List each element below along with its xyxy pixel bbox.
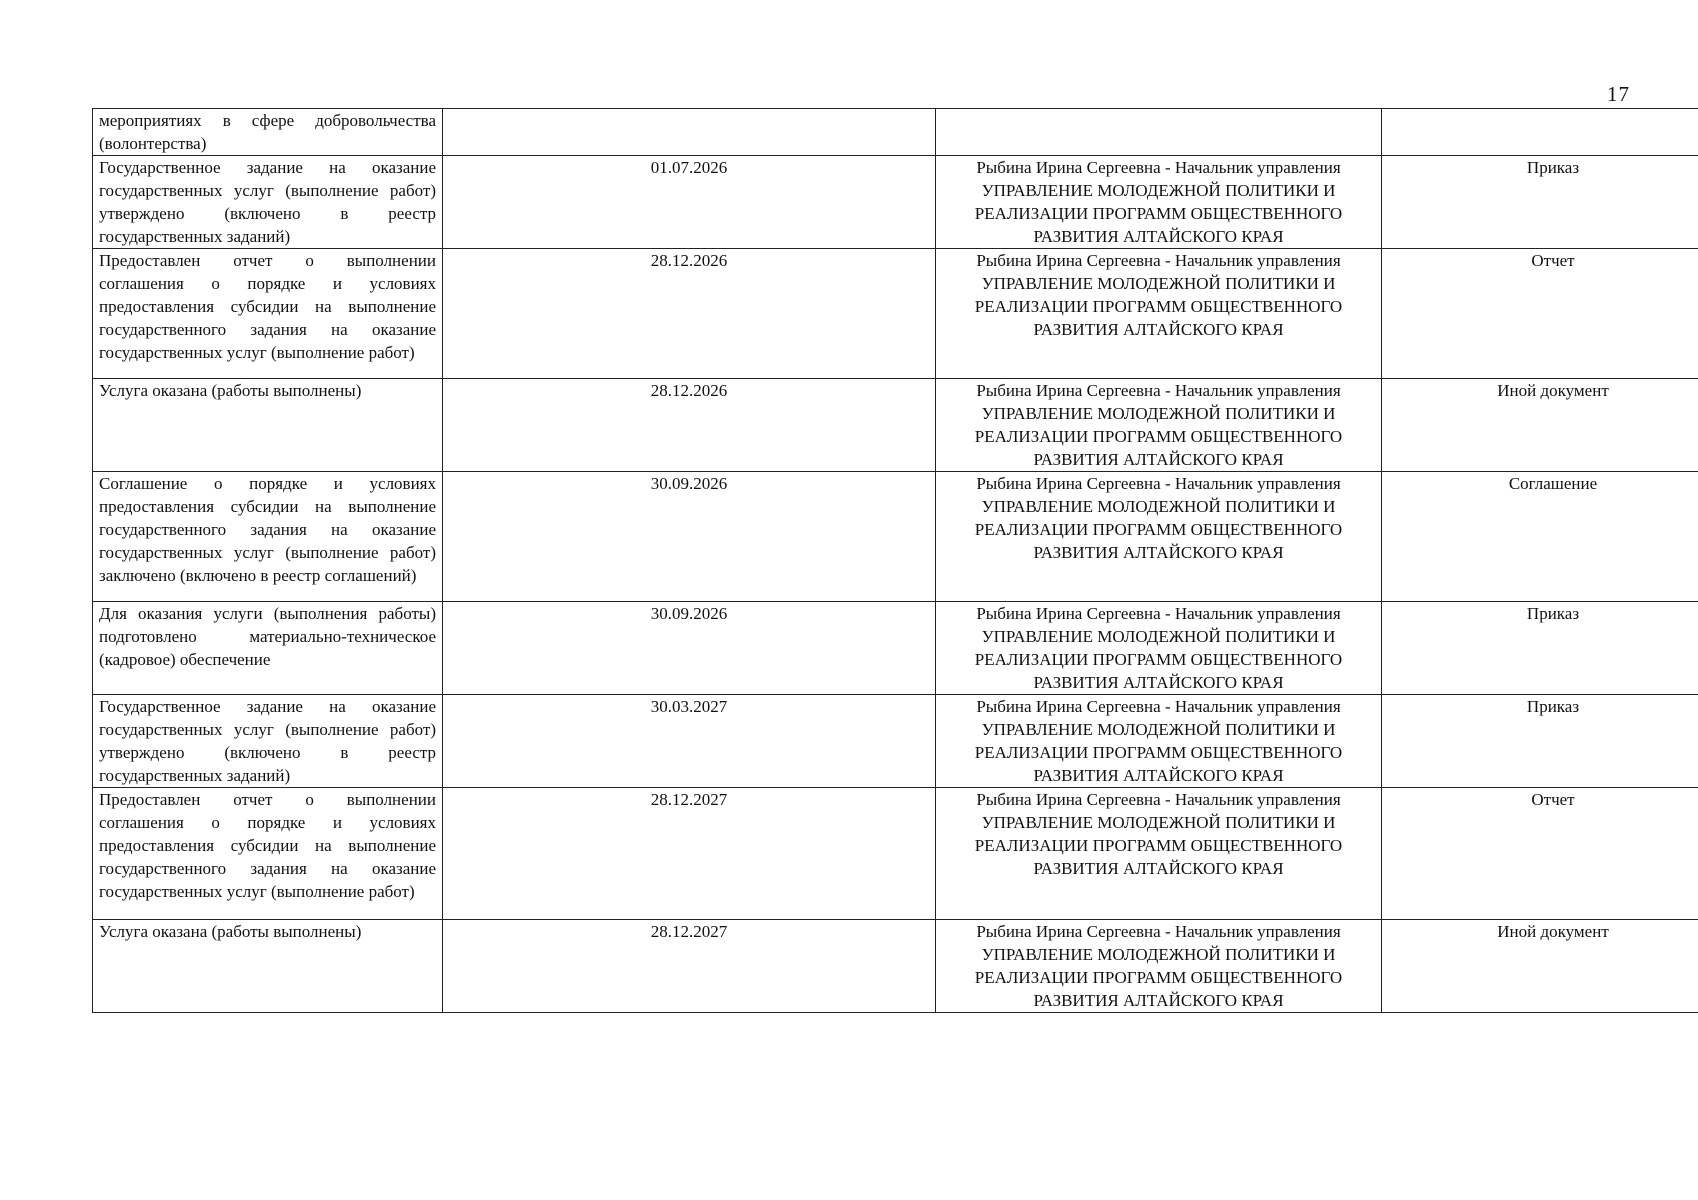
table-row — [93, 156, 1698, 249]
cell-due-date: 30.03.2027 — [443, 695, 936, 788]
cell-due-date: 28.12.2027 — [443, 920, 936, 1013]
cell-event-description: Государственное задание на оказание государственных услуг (выполнение работ) утверждено (включено в реестр государственных заданий) — [93, 695, 443, 788]
cell-document-type — [1382, 109, 1698, 156]
cell-responsible — [936, 695, 1382, 788]
cell-event-description: Услуга оказана (работы выполнены) — [93, 379, 443, 472]
cell-responsible — [936, 788, 1382, 920]
schedule-table — [92, 108, 1698, 1013]
cell-due-date: 01.07.2026 — [443, 156, 936, 249]
table-row — [93, 109, 1698, 156]
table-row — [93, 920, 1698, 1013]
cell-document-type: Приказ — [1382, 156, 1698, 249]
cell-document-type: Отчет — [1382, 249, 1698, 379]
cell-responsible — [936, 109, 1382, 156]
responsible-organization: УПРАВЛЕНИЕ МОЛОДЕЖНОЙ ПОЛИТИКИ И РЕАЛИЗАЦИИ ПРОГРАММ ОБЩЕСТВЕННОГО РАЗВИТИЯ АЛТАЙСКОГО КРАЯ — [974, 181, 1343, 246]
cell-due-date: 30.09.2026 — [443, 602, 936, 695]
responsible-person: Рыбина Ирина Сергеевна - Начальник управления — [976, 604, 1341, 623]
responsible-person: Рыбина Ирина Сергеевна - Начальник управления — [976, 158, 1341, 177]
table-row — [93, 472, 1698, 602]
cell-event-description: Государственное задание на оказание государственных услуг (выполнение работ) утверждено (включено в реестр государственных заданий) — [93, 156, 443, 249]
cell-due-date: 28.12.2026 — [443, 249, 936, 379]
cell-responsible — [936, 472, 1382, 602]
cell-responsible — [936, 249, 1382, 379]
responsible-organization: УПРАВЛЕНИЕ МОЛОДЕЖНОЙ ПОЛИТИКИ И РЕАЛИЗАЦИИ ПРОГРАММ ОБЩЕСТВЕННОГО РАЗВИТИЯ АЛТАЙСКОГО КРАЯ — [974, 945, 1343, 1010]
cell-event-description: Для оказания услуги (выполнения работы) подготовлено материально-техническое (кадровое) обеспечение — [93, 602, 443, 695]
cell-due-date: 30.09.2026 — [443, 472, 936, 602]
responsible-organization: УПРАВЛЕНИЕ МОЛОДЕЖНОЙ ПОЛИТИКИ И РЕАЛИЗАЦИИ ПРОГРАММ ОБЩЕСТВЕННОГО РАЗВИТИЯ АЛТАЙСКОГО КРАЯ — [974, 274, 1343, 339]
cell-document-type: Приказ — [1382, 695, 1698, 788]
cell-event-description: Услуга оказана (работы выполнены) — [93, 920, 443, 1013]
cell-event-description: Соглашение о порядке и условиях предоставления субсидии на выполнение государственного задания на оказание государственных услуг (выполнение работ) заключено (включено в реестр соглашений) — [93, 472, 443, 602]
cell-due-date: 28.12.2027 — [443, 788, 936, 920]
responsible-person: Рыбина Ирина Сергеевна - Начальник управления — [976, 251, 1341, 270]
table-row — [93, 788, 1698, 920]
responsible-organization: УПРАВЛЕНИЕ МОЛОДЕЖНОЙ ПОЛИТИКИ И РЕАЛИЗАЦИИ ПРОГРАММ ОБЩЕСТВЕННОГО РАЗВИТИЯ АЛТАЙСКОГО КРАЯ — [974, 627, 1343, 692]
responsible-person: Рыбина Ирина Сергеевна - Начальник управления — [976, 922, 1341, 941]
table-row — [93, 249, 1698, 379]
cell-event-description: Предоставлен отчет о выполнении соглашения о порядке и условиях предоставления субсидии на выполнение государственного задания на оказание государственных услуг (выполнение работ) — [93, 788, 443, 920]
cell-document-type: Иной документ — [1382, 920, 1698, 1013]
table-row — [93, 602, 1698, 695]
cell-due-date: 28.12.2026 — [443, 379, 936, 472]
cell-document-type: Соглашение — [1382, 472, 1698, 602]
cell-responsible — [936, 156, 1382, 249]
responsible-organization: УПРАВЛЕНИЕ МОЛОДЕЖНОЙ ПОЛИТИКИ И РЕАЛИЗАЦИИ ПРОГРАММ ОБЩЕСТВЕННОГО РАЗВИТИЯ АЛТАЙСКОГО КРАЯ — [974, 404, 1343, 469]
cell-document-type: Иной документ — [1382, 379, 1698, 472]
cell-event-description: мероприятиях в сфере добровольчества (волонтерства) — [93, 109, 443, 156]
responsible-person: Рыбина Ирина Сергеевна - Начальник управления — [976, 697, 1341, 716]
table-row — [93, 695, 1698, 788]
cell-document-type: Отчет — [1382, 788, 1698, 920]
table-row — [93, 379, 1698, 472]
responsible-organization: УПРАВЛЕНИЕ МОЛОДЕЖНОЙ ПОЛИТИКИ И РЕАЛИЗАЦИИ ПРОГРАММ ОБЩЕСТВЕННОГО РАЗВИТИЯ АЛТАЙСКОГО КРАЯ — [974, 497, 1343, 562]
cell-event-description: Предоставлен отчет о выполнении соглашения о порядке и условиях предоставления субсидии на выполнение государственного задания на оказание государственных услуг (выполнение работ) — [93, 249, 443, 379]
responsible-person: Рыбина Ирина Сергеевна - Начальник управления — [976, 474, 1341, 493]
page-number: 17 — [1607, 82, 1630, 106]
cell-due-date — [443, 109, 936, 156]
responsible-person: Рыбина Ирина Сергеевна - Начальник управления — [976, 381, 1341, 400]
responsible-organization: УПРАВЛЕНИЕ МОЛОДЕЖНОЙ ПОЛИТИКИ И РЕАЛИЗАЦИИ ПРОГРАММ ОБЩЕСТВЕННОГО РАЗВИТИЯ АЛТАЙСКОГО КРАЯ — [974, 720, 1343, 785]
responsible-person: Рыбина Ирина Сергеевна - Начальник управления — [976, 790, 1341, 809]
cell-document-type: Приказ — [1382, 602, 1698, 695]
responsible-organization: УПРАВЛЕНИЕ МОЛОДЕЖНОЙ ПОЛИТИКИ И РЕАЛИЗАЦИИ ПРОГРАММ ОБЩЕСТВЕННОГО РАЗВИТИЯ АЛТАЙСКОГО КРАЯ — [974, 813, 1343, 878]
cell-responsible — [936, 379, 1382, 472]
cell-responsible — [936, 920, 1382, 1013]
table-body — [93, 109, 1698, 1013]
cell-responsible — [936, 602, 1382, 695]
